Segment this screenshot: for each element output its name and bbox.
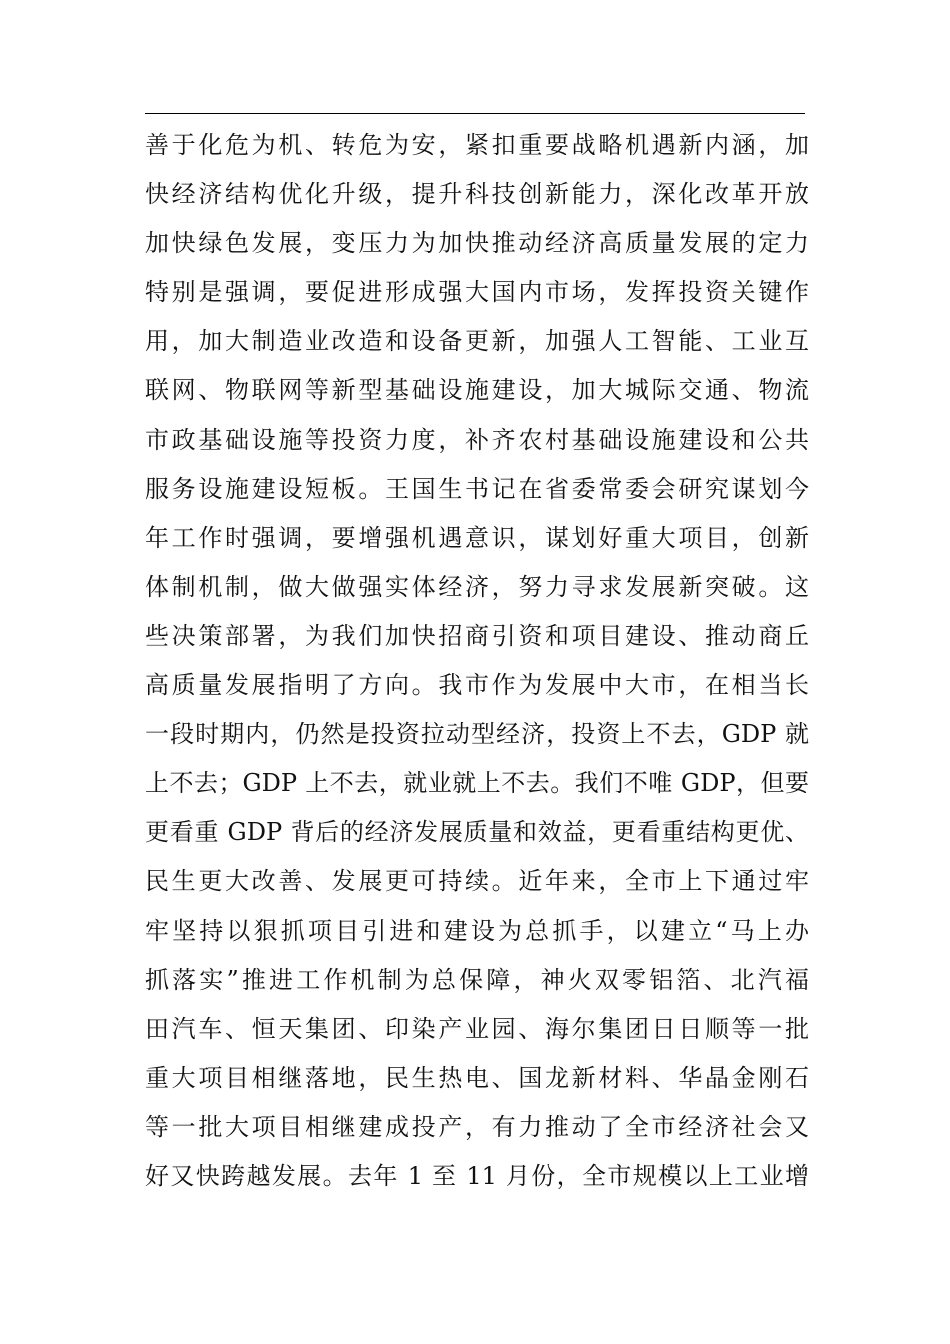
- text-line: 等一批大项目相继建成投产，有力推动了全市经济社会又: [145, 1112, 809, 1141]
- text-line: 上不去；GDP 上不去，就业就上不去。我们不唯 GDP，但要: [145, 769, 809, 798]
- text-line: 市政基础设施等投资力度，补齐农村基础设施建设和公共: [145, 425, 809, 454]
- text-line: 重大项目相继落地，民生热电、国龙新材料、华晶金刚石: [145, 1063, 809, 1092]
- text-line: 用，加大制造业改造和设备更新，加强人工智能、工业互: [145, 327, 809, 356]
- text-line: 些决策部署，为我们加快招商引资和项目建设、推动商丘: [145, 621, 809, 650]
- text-line: 特别是强调，要促进形成强大国内市场，发挥投资关键作: [145, 278, 809, 307]
- header-rule: [145, 113, 805, 114]
- text-line: 抓落实”推进工作机制为总保障，神火双零铝箔、北汽福: [145, 965, 809, 994]
- text-line: 牢坚持以狠抓项目引进和建设为总抓手，以建立“马上办: [145, 916, 809, 945]
- text-line: 好又快跨越发展。去年 1 至 11 月份，全市规模以上工业增: [145, 1161, 809, 1190]
- text-line: 高质量发展指明了方向。我市作为发展中大市，在相当长: [145, 671, 809, 700]
- text-line: 一段时期内，仍然是投资拉动型经济，投资上不去，GDP 就: [145, 720, 809, 749]
- text-line: 体制机制，做大做强实体经济，努力寻求发展新突破。这: [145, 572, 809, 601]
- text-line: 联网、物联网等新型基础设施建设，加大城际交通、物流: [145, 376, 809, 405]
- text-line: 民生更大改善、发展更可持续。近年来，全市上下通过牢: [145, 867, 809, 896]
- body-paragraph: [145, 121, 809, 1201]
- text-line: 服务设施建设短板。王国生书记在省委常委会研究谋划今: [145, 474, 809, 503]
- text-line: 年工作时强调，要增强机遇意识，谋划好重大项目，创新: [145, 523, 809, 552]
- text-line: 加快绿色发展，变压力为加快推动经济高质量发展的定力: [145, 229, 809, 258]
- text-line: 快经济结构优化升级，提升科技创新能力，深化改革开放: [145, 180, 809, 209]
- text-line: 田汽车、恒天集团、印染产业园、海尔集团日日顺等一批: [145, 1014, 809, 1043]
- text-line: 善于化危为机、转危为安，紧扣重要战略机遇新内涵，加: [145, 131, 809, 159]
- text-line: 更看重 GDP 背后的经济发展质量和效益，更看重结构更优、: [145, 818, 809, 847]
